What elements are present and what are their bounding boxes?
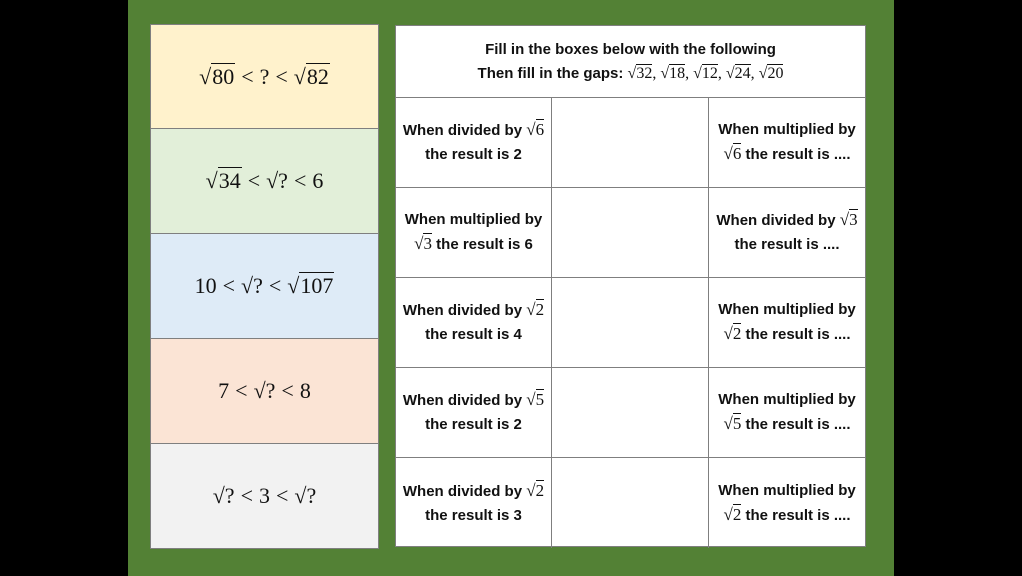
unknown-term: ? xyxy=(259,63,270,89)
gap-cell: When multiplied by √2 the result is .... xyxy=(718,301,856,343)
answer-box[interactable] xyxy=(552,278,709,367)
answer-box[interactable] xyxy=(552,458,709,548)
instruction-line-2: Then fill in the gaps: √32, √18, √12, √24, √20 xyxy=(477,64,784,82)
gap-cell: When multiplied by √2 the result is .... xyxy=(718,481,856,524)
less-than-symbol: < xyxy=(276,483,289,508)
worksheet-table xyxy=(395,25,866,547)
sqrt-term: √82 xyxy=(293,63,329,89)
clue-cell: When divided by √2 the result is 4 xyxy=(396,278,552,367)
table-row xyxy=(396,98,865,188)
sqrt-term: √107 xyxy=(287,273,334,298)
less-than-symbol: < xyxy=(268,273,282,298)
bound-term: 7 xyxy=(218,378,230,403)
answer-box[interactable] xyxy=(552,188,709,277)
table-header xyxy=(396,26,865,98)
clue-cell: When multiplied by √3 the result is 6 xyxy=(396,188,552,277)
table-row xyxy=(396,188,865,278)
clue-cell: When divided by √5 the result is 2 xyxy=(396,368,552,457)
table-row xyxy=(396,458,865,548)
less-than-symbol: < xyxy=(222,273,236,298)
unknown-term: √? xyxy=(253,378,276,403)
inequality-card xyxy=(150,129,379,234)
inequality-column xyxy=(150,24,379,549)
value-list: √32, √18, √12, √24, √20 xyxy=(627,64,784,82)
less-than-symbol: < xyxy=(240,483,253,508)
table-row xyxy=(396,368,865,458)
less-than-symbol: < xyxy=(241,63,254,89)
unknown-term: √? xyxy=(294,483,317,508)
table-row xyxy=(396,278,865,368)
gap-cell: When multiplied by √6 the result is .... xyxy=(718,121,856,163)
inequality-card xyxy=(150,234,379,339)
less-than-symbol: < xyxy=(235,378,248,403)
unknown-term: √? xyxy=(266,168,288,193)
bound-term: 6 xyxy=(312,168,324,193)
instruction-line-1: Fill in the boxes below with the following xyxy=(485,40,776,58)
less-than-symbol: < xyxy=(293,168,307,193)
sqrt-term: √34 xyxy=(205,168,241,193)
less-than-symbol: < xyxy=(281,378,294,403)
sqrt-term: √80 xyxy=(199,63,235,89)
bound-term: 8 xyxy=(299,378,311,403)
inequality-card xyxy=(150,339,379,444)
inequality-card xyxy=(150,24,379,129)
gap-cell: When divided by √3 the result is .... xyxy=(716,210,858,253)
unknown-term: √? xyxy=(241,273,263,298)
gap-cell: When multiplied by √5 the result is .... xyxy=(718,391,856,433)
less-than-symbol: < xyxy=(275,63,288,89)
less-than-symbol: < xyxy=(247,168,261,193)
bound-term: 10 xyxy=(194,273,217,298)
clue-cell: When divided by √6 the result is 2 xyxy=(396,98,552,187)
inequality-card xyxy=(150,444,379,549)
answer-box[interactable] xyxy=(552,368,709,457)
answer-box[interactable] xyxy=(552,98,709,187)
clue-cell: When divided by √2 the result is 3 xyxy=(396,458,552,548)
unknown-term: √? xyxy=(212,483,235,508)
bound-term: 3 xyxy=(259,483,270,508)
